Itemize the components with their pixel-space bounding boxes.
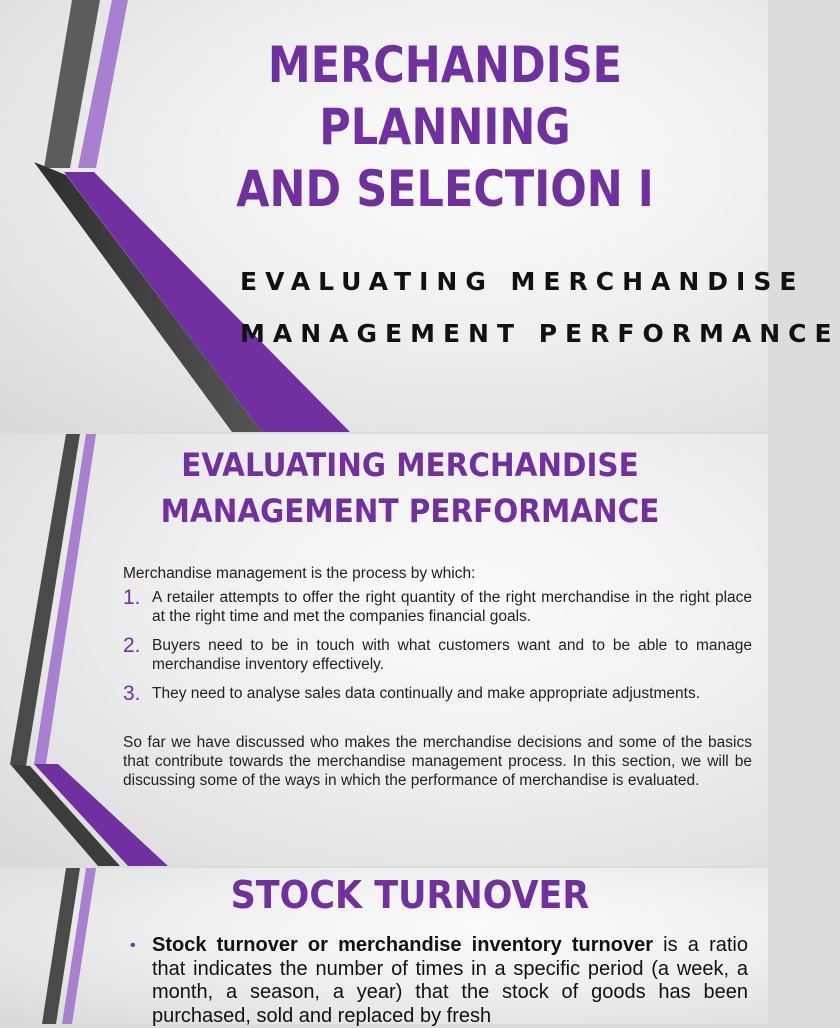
title-line-2: AND SELECTION I [236, 160, 654, 218]
subtitle-line-1: EVALUATING MERCHANDISE [240, 267, 805, 296]
slide-title [152, 442, 667, 534]
slide-title: STOCK TURNOVER [230, 873, 590, 917]
list-number: 3. [123, 682, 141, 705]
content-slide-evaluating [0, 434, 768, 866]
slide-body [123, 564, 752, 790]
title-slide [0, 0, 840, 432]
list-item [123, 588, 752, 626]
list-item [123, 684, 752, 703]
bullet-item [130, 934, 748, 1028]
definition-text: is a ratio that indicates the number of times in a specific period (a week, a month, a season, a year) that the stock of goods has been purchased, sold and replaced by fresh [152, 934, 748, 1027]
numbered-list [123, 588, 752, 703]
closing-paragraph: So far we have discussed who makes the merchandise decisions and some of the basics that contribute towards the merchandise management process. In this section, we will be discussing some of the ways in which the performance of merchandise is evaluated. [123, 734, 752, 789]
intro-text: Merchandise management is the process by which: [123, 565, 476, 582]
bold-term: Stock turnover or merchandise inventory turnover [152, 934, 653, 956]
list-number: 1. [123, 586, 141, 609]
bullet-text [152, 934, 748, 1028]
slide-title [174, 34, 716, 220]
bullet-icon: • [130, 937, 136, 954]
content-slide-stock-turnover [0, 868, 768, 1027]
list-item-text: They need to analyse sales data continually and make appropriate adjustments. [152, 685, 701, 702]
list-item [123, 636, 752, 674]
title-line-1: EVALUATING MERCHANDISE [181, 446, 639, 484]
list-item-text: A retailer attempts to offer the right quantity of the right merchandise in the right place at the right time and met the companies financial goals. [152, 589, 752, 625]
list-item-text: Buyers need to be in touch with what customers want and to be able to manage merchandise inventory effectively. [152, 637, 752, 673]
title-line-2: MANAGEMENT PERFORMANCE [160, 492, 660, 530]
subtitle-line-2: MANAGEMENT PERFORMANCE [240, 319, 840, 348]
list-number: 2. [123, 634, 141, 657]
title-line-1: MERCHANDISE PLANNING [267, 36, 623, 156]
slide-subtitle [240, 256, 840, 360]
